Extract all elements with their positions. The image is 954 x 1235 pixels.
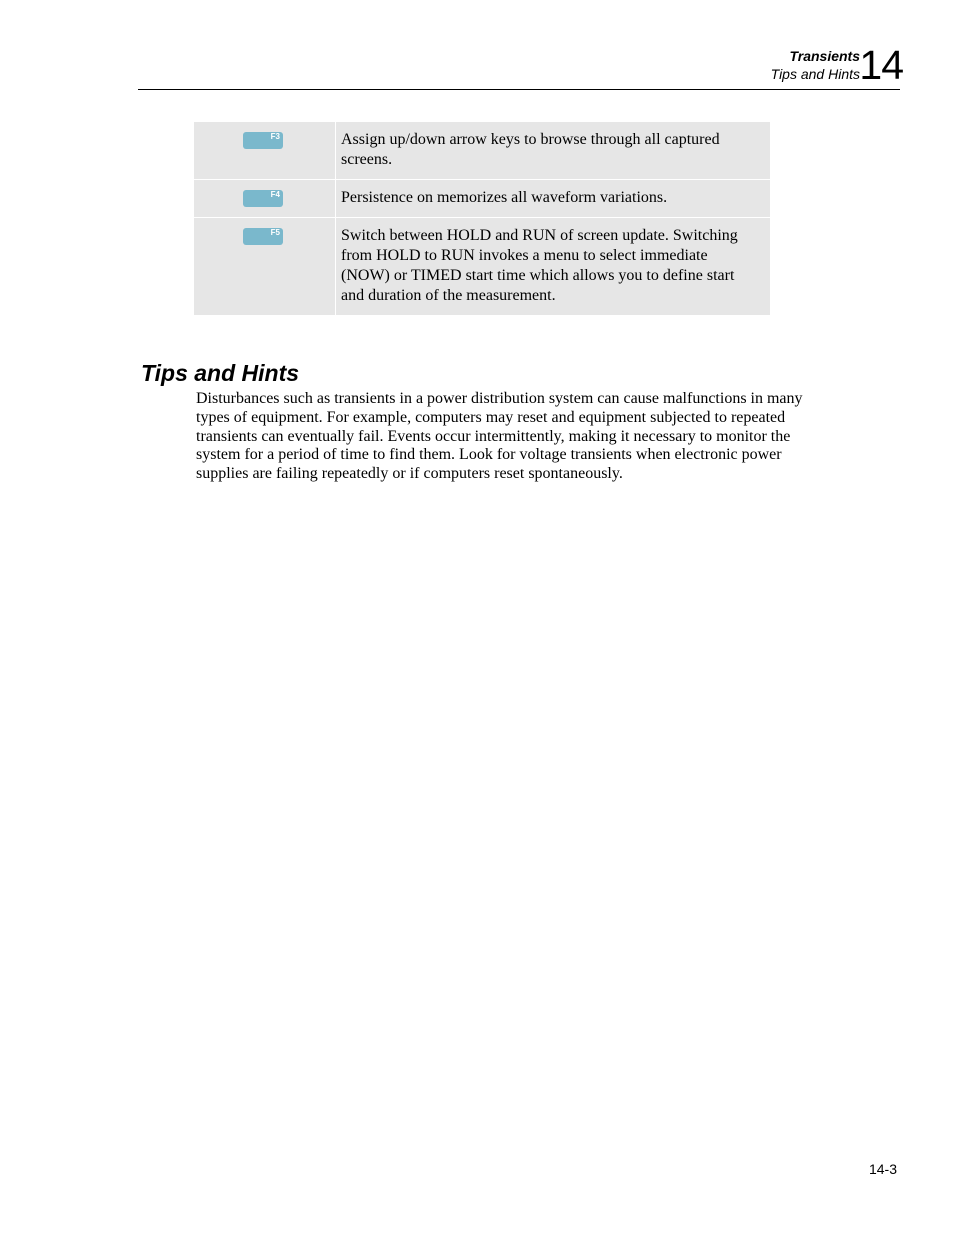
key-description: Switch between HOLD and RUN of screen update. Switching from HOLD to RUN invokes a menu to select immediate (NOW) or TIMED start time which allows you to define start and duration of the measurement.	[336, 218, 771, 316]
f4-key-icon	[243, 190, 283, 207]
f5-key-icon	[243, 228, 283, 245]
running-header	[771, 48, 860, 83]
page-header	[138, 40, 903, 90]
page-number: 14-3	[868, 1161, 897, 1177]
key-cell	[194, 180, 336, 218]
table-row	[194, 122, 770, 180]
f3-key-icon	[243, 132, 283, 149]
table-row	[194, 218, 770, 316]
body-paragraph: Disturbances such as transients in a power distribution system can cause malfunctions in many types of equipment. For example, computers may reset and equipment subjected to repeated transients can eventually fail. Events occur intermittently, making it necessary to monitor the system for a period of time to find them. Look for voltage transients when electronic power supplies are failing repeatedly or if computers reset spontaneously.	[196, 390, 803, 483]
key-cell	[194, 122, 336, 180]
key-label: F4	[270, 190, 280, 199]
header-section-title: Tips and Hints	[770, 66, 860, 82]
key-label: F5	[270, 228, 280, 237]
section-heading: Tips and Hints	[141, 360, 300, 386]
header-chapter-title: Transients	[789, 48, 860, 64]
chapter-number: 14	[859, 42, 903, 88]
key-description: Persistence on memorizes all waveform variations.	[336, 180, 771, 218]
key-cell	[194, 218, 336, 316]
table-row	[194, 180, 770, 218]
function-key-table	[194, 122, 770, 316]
key-description: Assign up/down arrow keys to browse through all captured screens.	[336, 122, 771, 180]
key-label: F3	[270, 132, 280, 141]
